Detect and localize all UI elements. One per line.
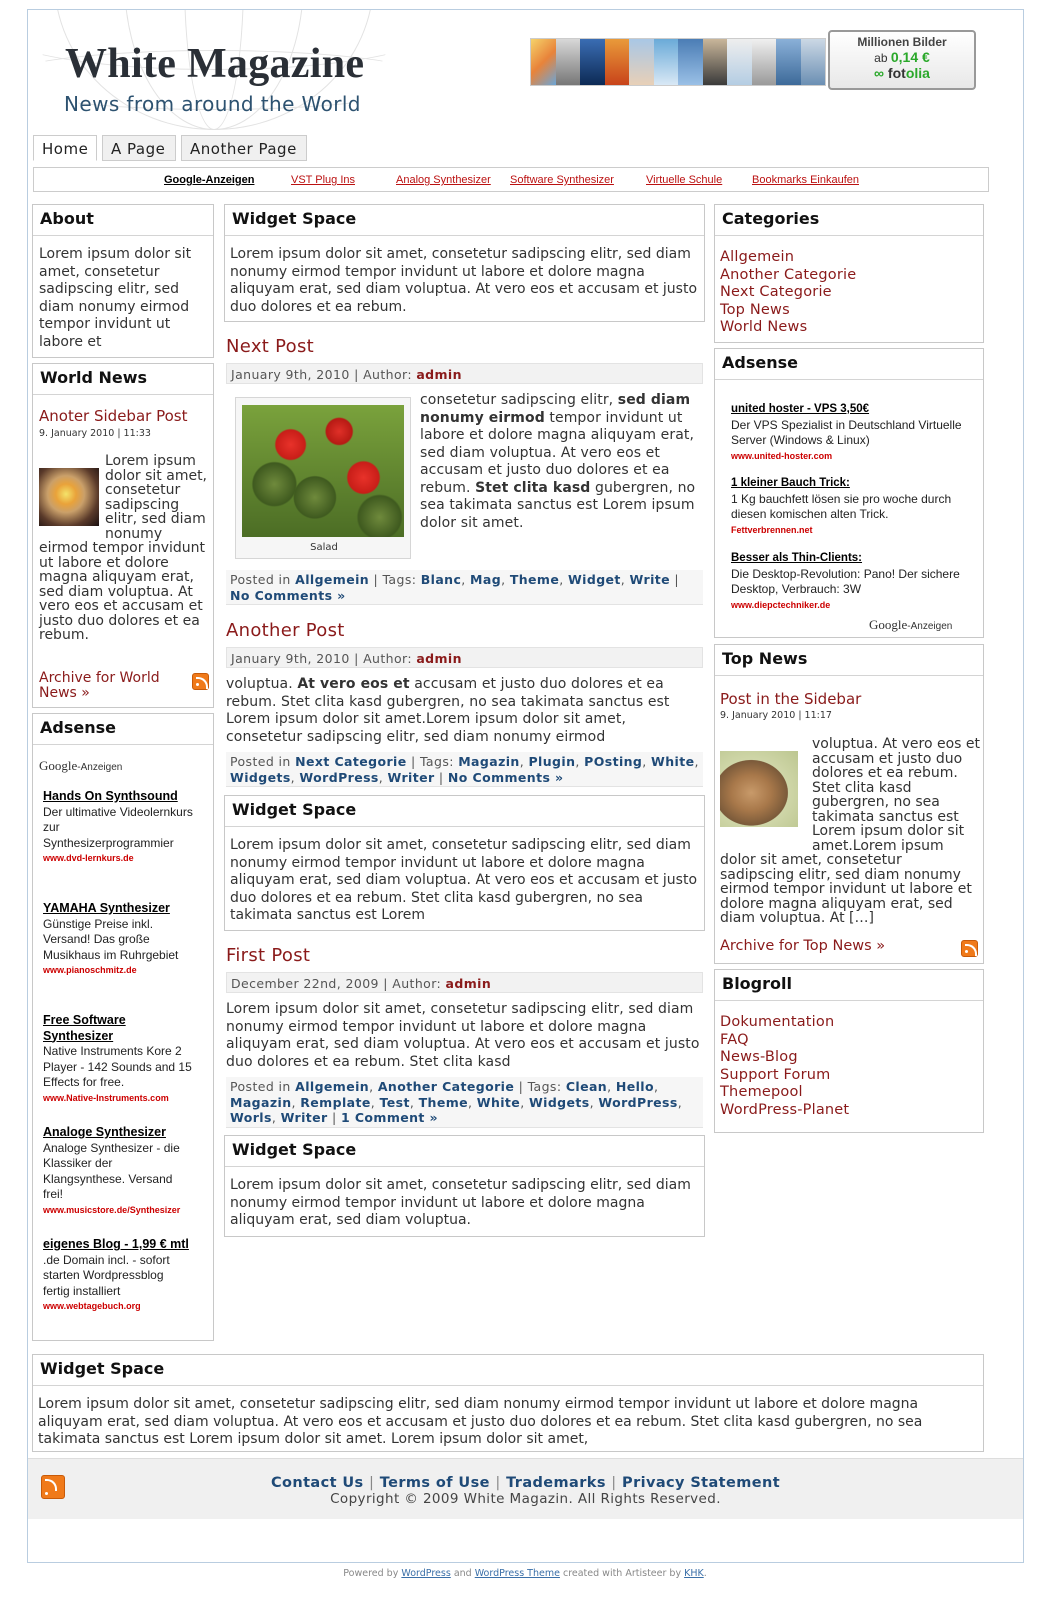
categories-block	[714, 204, 984, 343]
top-news-post-date: 9. January 2010 | 11:17	[720, 710, 832, 721]
blogroll-link[interactable]: News-Blog	[720, 1049, 798, 1065]
bottom-widget-space	[32, 1354, 984, 1452]
top-news-block	[714, 644, 984, 964]
world-news-post-text: Lorem ipsum dolor sit amet, consetetur sadipscing elitr, sed diam nonumy eirmod tempor invidunt ut labore et dolore magna aliquyam erat, sed diam voluptua. At vero eos et accusam et justo duo dolores et ea rebum.	[39, 453, 208, 643]
adlink-schule[interactable]: Virtuelle Schule	[646, 174, 723, 186]
categories-title: Categories	[715, 205, 983, 236]
left-ad-5[interactable]: eigenes Blog - 1,99 € mtl .de Domain incl. - sofort starten Wordpressblog fertig installiert www.webtagebuch.org	[43, 1237, 189, 1311]
banner-price: 0,14 €	[890, 49, 930, 65]
post3-tag[interactable]: Hello	[615, 1079, 654, 1094]
post1-tag[interactable]: Theme	[509, 572, 560, 587]
site-slogan: News from around the World	[64, 92, 361, 116]
post1-excerpt: consetetur sadipscing elitr, sed diam nonumy eirmod tempor invidunt ut labore et dolore magna aliquyam erat, sed diam voluptua. At vero eos et accusam et justo duo dolores et ea rebum. Stet clita kasd gubergren, no sea takimata sanctus est Lorem ipsum dolor sit amet.	[420, 392, 696, 531]
bottom-widget-title: Widget Space	[33, 1355, 983, 1386]
widget-space-1	[224, 204, 705, 322]
footer	[28, 1458, 1023, 1519]
post3-tag[interactable]: Magazin	[230, 1094, 292, 1110]
footer-link-trademarks[interactable]: Trademarks	[506, 1475, 606, 1491]
post3-meta: December 22nd, 2009 | Author: admin	[226, 972, 703, 993]
blogroll-link[interactable]: FAQ	[720, 1031, 749, 1048]
left-ad-3[interactable]: Free Software Synthesizer Native Instruments Kore 2 Player - 142 Sounds and 15 Effects for free. www.Native-Instruments.com	[43, 1013, 192, 1103]
google-ad-links-bar	[33, 167, 989, 192]
widget-space-2	[224, 795, 705, 931]
adlink-software[interactable]: Software Synthesizer	[510, 174, 614, 186]
post1-tag[interactable]: Blanc	[420, 572, 462, 587]
post3-tag[interactable]: Remplate	[300, 1094, 371, 1110]
post-title-another-post[interactable]: Another Post	[226, 620, 345, 641]
nav-tab-another-page[interactable]: Another Page	[181, 135, 307, 161]
fotolia-banner[interactable]	[530, 30, 978, 90]
blogroll-link[interactable]: Themepool	[720, 1084, 803, 1100]
blogroll-title: Blogroll	[715, 970, 983, 1001]
google-ads-label[interactable]: Google-Anzeigen	[164, 174, 255, 186]
rss-icon[interactable]	[41, 1475, 65, 1499]
post2-author-link[interactable]: admin	[416, 651, 462, 666]
widget-space-3-text: Lorem ipsum dolor sit amet, consetetur sadipscing elitr, sed diam nonumy eirmod tempor invidunt ut labore et dolore magna aliquyam erat, sed diam voluptua.	[230, 1177, 691, 1228]
world-news-post-date: 9. January 2010 | 11:33	[39, 428, 151, 439]
world-news-archive-link[interactable]: Archive for World News »	[39, 670, 160, 701]
powered-by: Powered by WordPress and WordPress Theme created with Artisteer by KHK.	[343, 1568, 707, 1579]
post3-tag[interactable]: Theme	[418, 1094, 469, 1110]
post3-excerpt: Lorem ipsum dolor sit amet, consetetur sadipscing elitr, sed diam nonumy eirmod tempor invidunt ut labore et dolore magna aliquyam erat, sed diam voluptua. At vero eos et accusam et justo duo dolores et ea rebum. Stet clita kasd	[226, 1001, 700, 1070]
rss-icon[interactable]	[192, 673, 209, 690]
footer-copyright: Copyright © 2009 White Magazin. All Rights Reserved.	[330, 1491, 721, 1507]
categories-list	[715, 236, 983, 350]
category-link[interactable]: Next Categorie	[720, 284, 832, 300]
adlink-analog[interactable]: Analog Synthesizer	[396, 174, 491, 186]
world-news-post-title[interactable]: Anoter Sidebar Post	[39, 407, 188, 425]
blogroll-block	[714, 969, 984, 1133]
post1-tag[interactable]: Write	[629, 572, 671, 587]
about-title: About	[33, 205, 213, 236]
category-link[interactable]: Top News	[720, 301, 790, 318]
post3-tag[interactable]: Worls	[230, 1110, 272, 1125]
about-block	[32, 204, 214, 358]
top-news-post-text: voluptua. At vero eos et accusam et justo duo dolores et ea rebum. Stet clita kasd gubergren, no sea takimata sanctus est Lorem ipsum dolor sit amet.Lorem ipsum dolor sit amet, consetetur sadipscing elitr, sed diam nonumy eirmod tempor invidunt ut labore et dolore magna aliquyam erat, sed diam voluptua. At […]	[720, 736, 980, 926]
widget-space-2-title: Widget Space	[225, 796, 704, 827]
right-adsense-block	[714, 348, 984, 638]
blogroll-link[interactable]: WordPress-Planet	[720, 1101, 850, 1118]
post3-comments-link[interactable]: 1 Comment »	[340, 1110, 439, 1125]
salad-image[interactable]	[242, 405, 404, 537]
post2-excerpt: voluptua. At vero eos et accusam et justo duo dolores et ea rebum. Stet clita kasd gubergren, no sea takimata sanctus est Lorem ipsum dolor sit amet.Lorem ipsum dolor sit amet, consetetur sadipscing elitr, sed diam nonumy eirmod	[226, 676, 670, 745]
post3-footer: Posted in Allgemein, Another Categorie | Tags: Clean, Hello, Magazin, Remplate, Test, Theme, White, Widgets, WordPress, Worls, Writer | 1 Comment »	[226, 1077, 703, 1128]
post-title-next-post[interactable]: Next Post	[226, 336, 315, 357]
google-ads-logo[interactable]: Google-Anzeigen	[869, 617, 953, 632]
blogroll-link[interactable]: Support Forum	[720, 1066, 831, 1083]
world-news-block	[32, 363, 214, 708]
fotolia-ad[interactable]	[828, 30, 976, 90]
post3-tag[interactable]: White	[476, 1094, 521, 1110]
banner-line1: Millionen Bilder	[857, 35, 947, 49]
nav-tab-home[interactable]: Home	[33, 135, 97, 161]
salad-image-frame	[235, 397, 411, 559]
footer-link-privacy[interactable]: Privacy Statement	[622, 1475, 781, 1491]
post3-tag[interactable]: Writer	[280, 1110, 328, 1125]
post2-category-link[interactable]: Next Categorie	[295, 754, 407, 769]
footer-links: Contact Us | Terms of Use | Trademarks | Privacy Statement	[270, 1475, 781, 1491]
post1-author-link[interactable]: admin	[416, 367, 462, 382]
top-news-title: Top News	[715, 645, 983, 676]
category-link[interactable]: Another Categorie	[720, 266, 857, 283]
post3-tag[interactable]: WordPress	[598, 1094, 678, 1110]
right-ad-1[interactable]: united hoster - VPS 3,50€ Der VPS Spezialist in Deutschland Virtuelle Server (Windows & Linux) www.united-hoster.com	[731, 403, 962, 461]
widget-space-3-title: Widget Space	[225, 1136, 704, 1167]
post1-tag[interactable]: Widget	[567, 572, 621, 587]
post2-tag[interactable]: Writer	[387, 769, 435, 785]
google-ads-logo[interactable]: Google-Anzeigen	[39, 758, 123, 773]
khk-link[interactable]: KHK	[684, 1568, 704, 1579]
post3-tag[interactable]: Test	[379, 1094, 410, 1110]
post3-category-link[interactable]: Another Categorie	[377, 1079, 515, 1094]
post2-tag[interactable]: POsting	[584, 754, 643, 769]
left-adsense-title: Adsense	[33, 714, 213, 745]
nav-tab-a-page[interactable]: A Page	[102, 135, 176, 161]
post2-tag[interactable]: Widgets	[230, 769, 291, 785]
post1-meta: January 9th, 2010 | Author: admin	[226, 363, 703, 384]
post3-author-link[interactable]: admin	[445, 976, 492, 991]
post2-tag[interactable]: Plugin	[528, 754, 576, 769]
left-ad-1[interactable]: Hands On Synthsound Der ultimative Videolernkurs zur Synthesizerprogrammier www.dvd-lernkurs.de	[43, 789, 193, 863]
widget-space-2-text: Lorem ipsum dolor sit amet, consetetur sadipscing elitr, sed diam nonumy eirmod tempor invidunt ut labore et dolore magna aliquyam erat, sed diam voluptua. At vero eos et accusam et justo duo dolores et ea rebum. Stet clita kasd gubergren, no sea takimata sanctus est Lorem	[230, 837, 698, 923]
page-frame	[27, 9, 1024, 1563]
post3-tag[interactable]: Widgets	[528, 1094, 590, 1110]
right-adsense-title: Adsense	[715, 349, 983, 380]
top-news-archive-link[interactable]: Archive for Top News »	[720, 938, 886, 954]
fotolia-logo-icon: ∞	[874, 65, 885, 81]
widget-space-3	[224, 1135, 705, 1237]
banner-brand: ∞ fotolia	[874, 65, 930, 81]
left-ad-2[interactable]: YAMAHA Synthesizer Günstige Preise inkl. Versand! Das große Musikhaus im Ruhrgebiet www.pianoschmitz.de	[43, 901, 179, 975]
post2-meta: January 9th, 2010 | Author: admin	[226, 647, 703, 668]
left-adsense-block	[32, 713, 214, 1341]
post2-footer: Posted in Next Categorie | Tags: Magazin, Plugin, POsting, White, Widgets, WordPress, Writer | No Comments »	[226, 752, 703, 787]
post2-tag[interactable]: Magazin	[458, 754, 520, 769]
site-title[interactable]: White Magazine	[65, 41, 365, 87]
blogroll-list	[715, 1001, 983, 1132]
right-ad-3[interactable]: Besser als Thin-Clients: Die Desktop-Revolution: Pano! Der sichere Desktop, Verbrauch: 3W www.diepctechniker.de	[731, 552, 960, 610]
wordpress-theme-link[interactable]: WordPress Theme	[474, 1568, 560, 1579]
banner-image-strip	[530, 38, 826, 86]
blogroll-link[interactable]: Dokumentation	[720, 1014, 835, 1030]
wordpress-link[interactable]: WordPress	[401, 1568, 451, 1579]
category-link[interactable]: Allgemein	[720, 249, 795, 265]
post1-footer: Posted in Allgemein | Tags: Blanc, Mag, Theme, Widget, Write | No Comments »	[226, 570, 703, 605]
salad-caption: Salad	[310, 542, 338, 553]
widget-space-1-title: Widget Space	[225, 205, 704, 236]
post2-comments-link[interactable]: No Comments »	[447, 769, 564, 785]
top-news-post-title[interactable]: Post in the Sidebar	[720, 690, 862, 708]
post1-category-link[interactable]: Allgemein	[295, 572, 370, 587]
post1-comments-link[interactable]: No Comments »	[230, 587, 346, 603]
bottom-widget-text: Lorem ipsum dolor sit amet, consetetur sadipscing elitr, sed diam nonumy eirmod tempor invidunt ut labore et dolore magna aliquyam erat, sed diam voluptua. At vero eos et accusam et justo duo dolores et ea rebum. Stet clita kasd gubergren, no sea takimata sanctus est Lorem ipsum dolor sit amet. Lorem ipsum dolor sit amet,	[38, 1396, 923, 1447]
post-title-first-post[interactable]: First Post	[226, 945, 311, 966]
adlink-bookmarks[interactable]: Bookmarks Einkaufen	[752, 174, 859, 186]
footer-link-contact[interactable]: Contact Us	[270, 1475, 364, 1491]
rss-icon[interactable]	[961, 940, 978, 957]
post2-tag[interactable]: White	[651, 754, 695, 769]
post3-category-link[interactable]: Allgemein	[295, 1079, 370, 1094]
footer-link-terms[interactable]: Terms of Use	[379, 1475, 490, 1491]
post2-tag[interactable]: WordPress	[299, 769, 379, 785]
post1-tag[interactable]: Mag	[470, 572, 502, 587]
category-link[interactable]: World News	[720, 319, 808, 335]
adlink-vst[interactable]: VST Plug Ins	[291, 174, 355, 186]
left-ad-4[interactable]: Analoge Synthesizer Analoge Synthesizer - die Klassiker der Klangsynthese. Versand frei! www.musicstore.de/Synthesizer	[43, 1125, 181, 1215]
widget-space-1-text: Lorem ipsum dolor sit amet, consetetur sadipscing elitr, sed diam nonumy eirmod tempor invidunt ut labore et dolore magna aliquyam erat, sed diam voluptua. At vero eos et accusam et justo duo dolores et ea rebum.	[230, 246, 698, 315]
banner-price-line: ab 0,14 €	[874, 49, 930, 65]
right-ad-2[interactable]: 1 kleiner Bauch Trick: 1 Kg bauchfett lösen sie pro woche durch diesen komischen alten Trick. Fettverbrennen.net	[731, 477, 952, 535]
post3-tag[interactable]: Clean	[565, 1079, 608, 1094]
about-text: Lorem ipsum dolor sit amet, consetetur sadipscing elitr, sed diam nonumy eirmod tempor invidunt ut labore et	[39, 246, 192, 350]
world-news-title: World News	[33, 364, 213, 395]
